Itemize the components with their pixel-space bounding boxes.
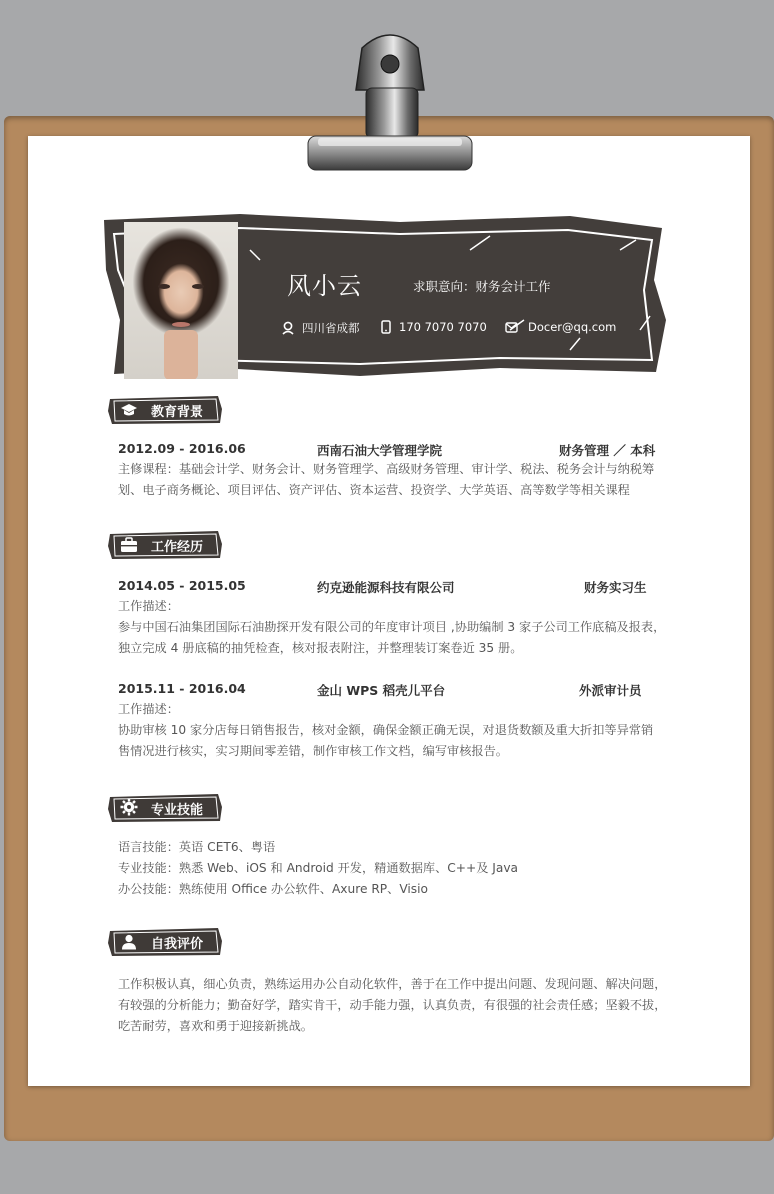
skills-list [118, 837, 668, 900]
contact-phone [381, 320, 487, 334]
phone-text: 170 7070 7070 [399, 320, 487, 334]
job-desc-line: 独立完成 4 册底稿的抽凭检查，核对报表附注，并整理装订案卷近 35 册。 [118, 641, 523, 655]
avatar [124, 222, 238, 379]
job-desc-line: 参与中国石油集团国际石油勘探开发有限公司的年度审计项目 ,协助编制 3 家子公司工作底稿及报表， [118, 620, 666, 634]
section-title: 教育背景 [151, 405, 204, 420]
job-desc-label: 工作描述： [118, 599, 179, 613]
education-courses [118, 459, 668, 501]
section-title: 自我评价 [151, 937, 204, 952]
location-text: 四川省成都 [302, 321, 360, 335]
education-period: 2012.09 - 2016.06 [118, 441, 246, 456]
courses-line: 划、电子商务概论、项目评估、资产评估、资本运营、投资学、大学英语、高等数学等相关课程 [118, 483, 630, 497]
contact-email [505, 320, 616, 334]
skill-line: 办公技能：熟练使用 Office 办公软件、Axure RP、Visio [118, 882, 428, 896]
section-title: 专业技能 [151, 803, 204, 818]
person-icon [120, 934, 138, 950]
job-role: 外派审计员 [579, 683, 642, 698]
candidate-name: 风小云 [287, 272, 362, 300]
job-period: 2015.11 - 2016.04 [118, 681, 246, 696]
section-self-header [108, 927, 224, 957]
email-text: Docer@qq.com [528, 320, 617, 334]
job-description [118, 699, 668, 762]
avatar-neck [164, 330, 198, 379]
avatar-eye [192, 284, 204, 289]
mail-icon [505, 322, 518, 333]
avatar-eye [158, 284, 170, 289]
education-row [118, 441, 663, 459]
section-work-header [108, 530, 224, 560]
skill-line: 语言技能：英语 CET6、粤语 [118, 840, 276, 854]
section-skills-header [108, 793, 224, 823]
job-role: 财务实习生 [584, 580, 647, 595]
binder-clip-icon [300, 28, 480, 178]
avatar-lips [172, 322, 190, 327]
self-evaluation [118, 974, 668, 1037]
job-row [118, 578, 663, 596]
location-icon [282, 321, 294, 335]
courses-line: 主修课程：基础会计学、财务会计、财务管理学、高级财务管理、审计学、税法、税务会计与纳税筹 [118, 462, 655, 476]
skill-line: 专业技能：熟悉 Web、iOS 和 Android 开发，精通数据库、C++及 Java [118, 861, 519, 875]
self-line: 有较强的分析能力；勤奋好学，踏实肯干，动手能力强，认真负责，有很强的社会责任感；坚毅不拔， [118, 998, 667, 1012]
education-school: 西南石油大学管理学院 [317, 443, 443, 458]
self-line: 吃苦耐劳，喜欢和勇于迎接新挑战。 [118, 1019, 313, 1033]
job-company: 金山 WPS 稻壳儿平台 [317, 683, 446, 698]
job-period: 2014.05 - 2015.05 [118, 578, 246, 593]
job-description [118, 596, 668, 659]
job-desc-line: 售情况进行核实，实习期间零差错，制作审核工作文档，编写审核报告。 [118, 744, 508, 758]
job-intent: 求职意向：财务会计工作 [413, 279, 551, 294]
job-desc-line: 协助审核 10 家分店每日销售报告，核对金额，确保金额正确无误，对退货数额及重大折扣等异常销 [118, 723, 654, 737]
graduation-cap-icon [120, 402, 138, 418]
phone-icon [381, 320, 391, 334]
contact-location [282, 320, 360, 336]
job-desc-label: 工作描述： [118, 702, 179, 716]
gear-icon [120, 798, 138, 816]
section-title: 工作经历 [151, 540, 204, 555]
job-company: 约克逊能源科技有限公司 [317, 580, 455, 595]
self-line: 工作积极认真，细心负责，熟练运用办公自动化软件，善于在工作中提出问题、发现问题、解决问题， [118, 977, 667, 991]
education-major: 财务管理 ／ 本科 [559, 443, 656, 458]
briefcase-icon [120, 537, 138, 553]
section-education-header [108, 395, 224, 425]
job-row [118, 681, 663, 699]
